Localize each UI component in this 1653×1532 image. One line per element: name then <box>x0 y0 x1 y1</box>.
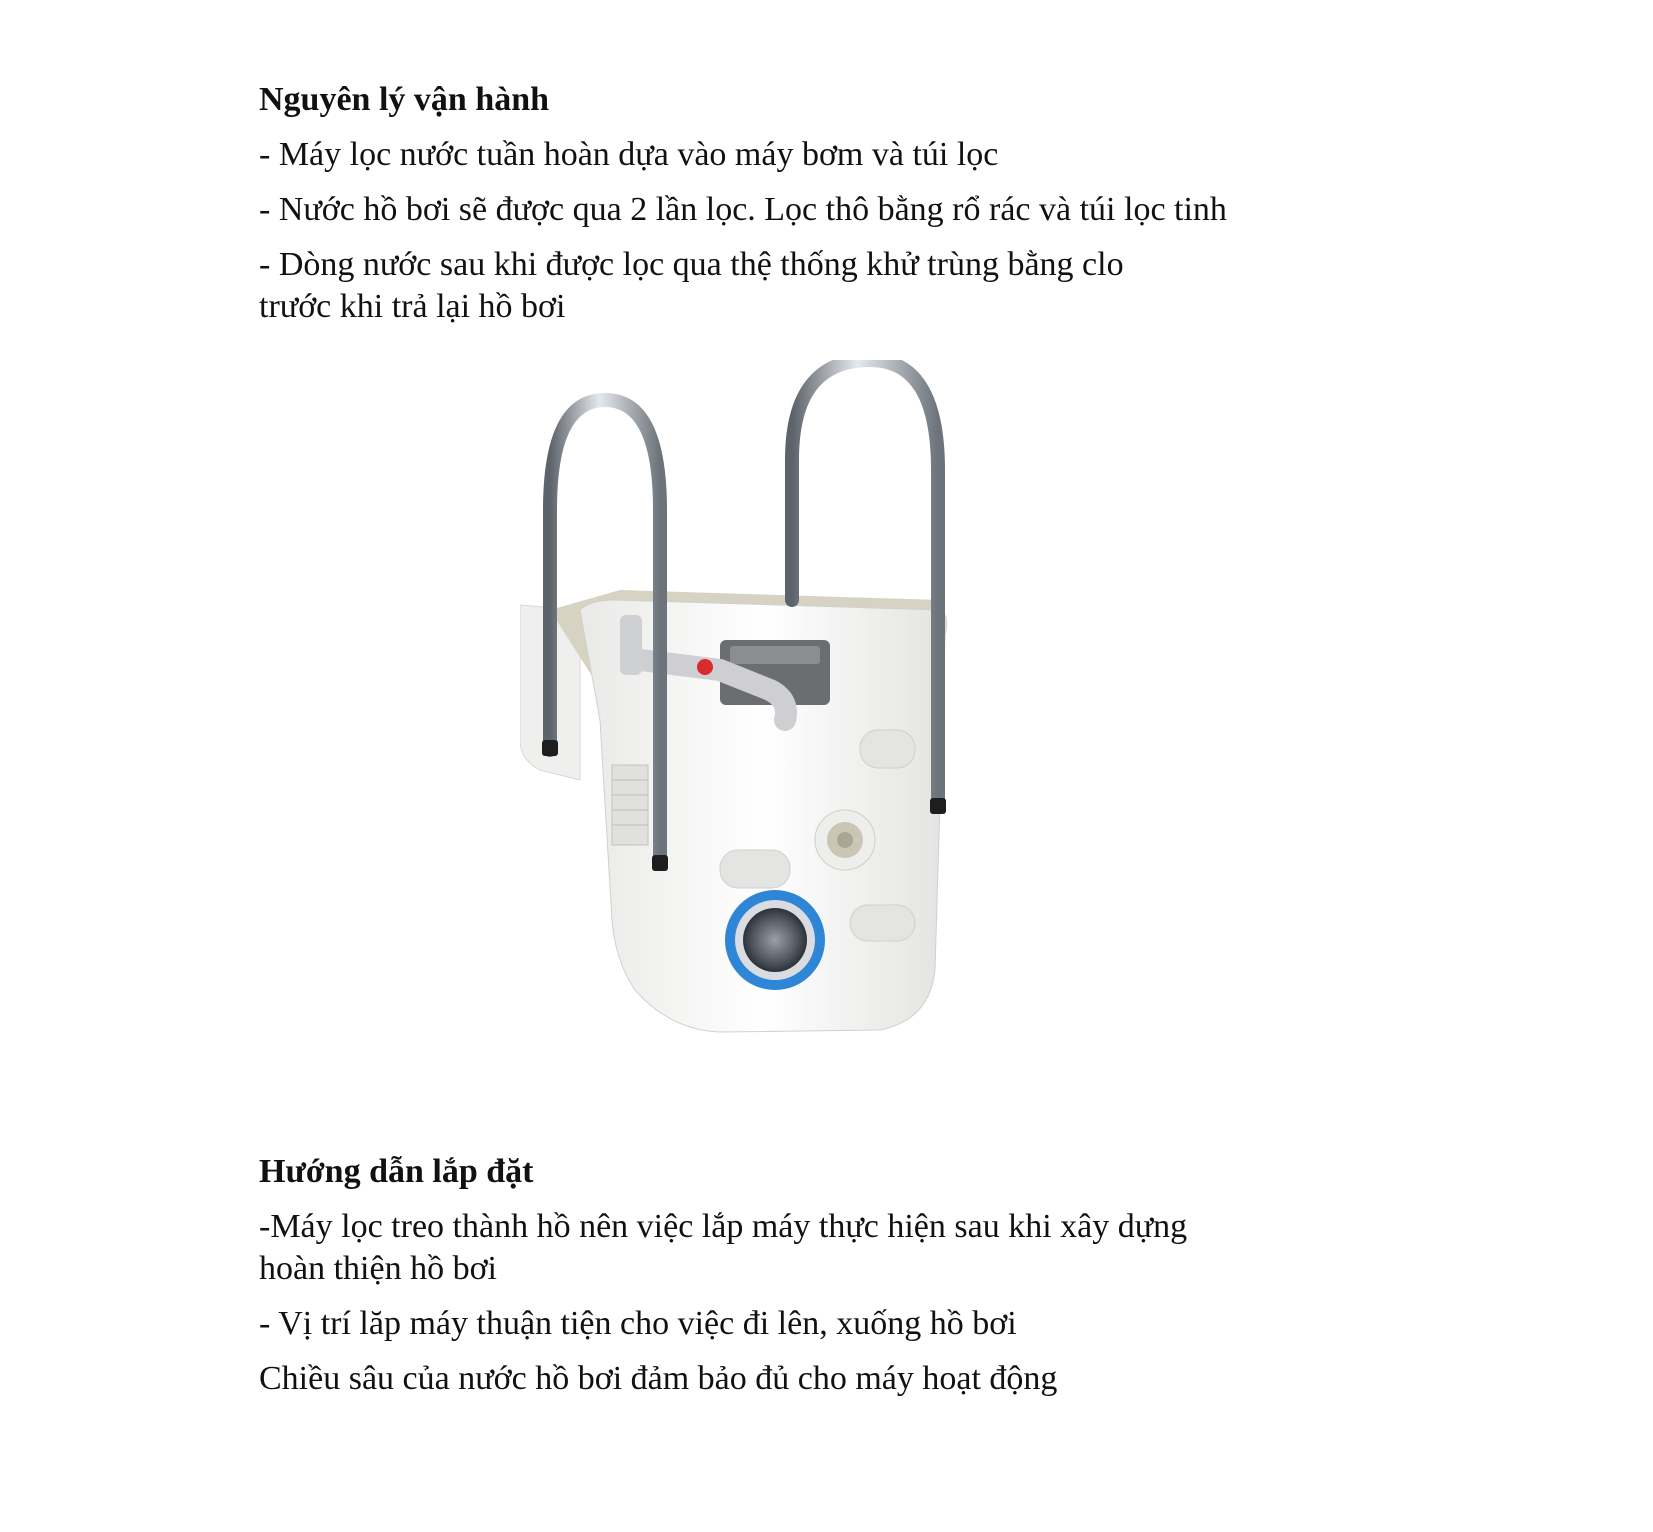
principle-heading: Nguyên lý vận hành <box>259 81 550 118</box>
install-line-3: - Vị trí lăp máy thuận tiện cho việc đi lên, xuống hồ bơi <box>259 1305 1017 1342</box>
principle-line-1: - Máy lọc nước tuần hoàn dựa vào máy bơm và túi lọc <box>259 136 999 173</box>
install-line-1: -Máy lọc treo thành hồ nên việc lắp máy thực hiện sau khi xây dựng <box>259 1208 1188 1245</box>
pool-filter-unit-illustration <box>520 360 1020 1110</box>
install-section <box>259 1152 1459 1413</box>
vent-grille-shape <box>612 765 648 845</box>
principle-line-4: trước khi trả lại hồ bơi <box>259 288 566 325</box>
install-line-2: hoàn thiện hồ bơi <box>259 1250 497 1287</box>
principle-section <box>259 80 1459 341</box>
principle-line-3: - Dòng nước sau khi được lọc qua thệ thống khử trùng bằng clo <box>259 246 1124 283</box>
install-line-4: Chiều sâu của nước hồ bơi đảm bảo đủ cho máy hoạt động <box>259 1360 1058 1397</box>
install-heading: Hướng dẫn lắp đặt <box>259 1153 534 1190</box>
principle-line-2: - Nước hồ bơi sẽ được qua 2 lần lọc. Lọc thô bằng rổ rác và túi lọc tinh <box>259 191 1227 228</box>
